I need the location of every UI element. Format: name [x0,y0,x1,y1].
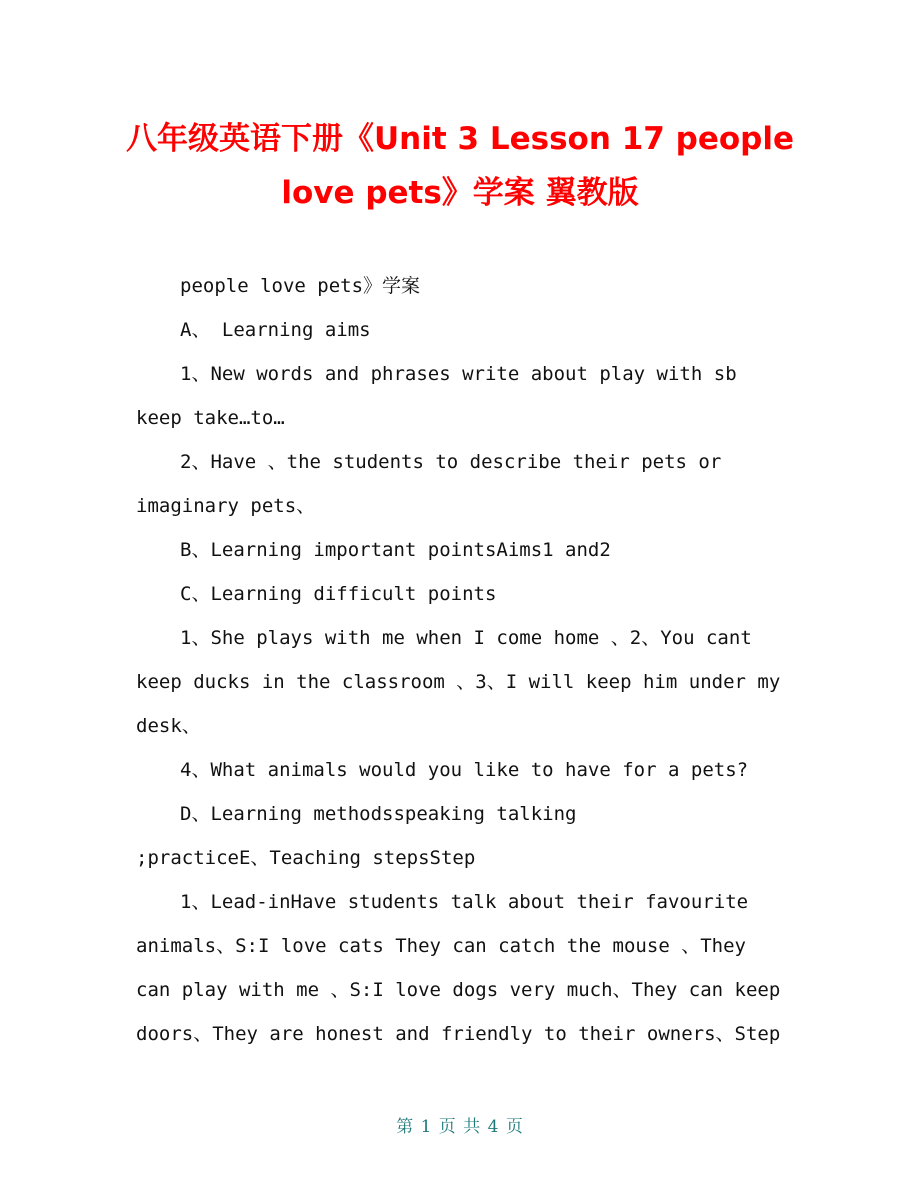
paragraph-line: C、Learning difficult points [180,583,497,605]
paragraph-line: 1、New words and phrases write about play with sb [180,363,737,385]
title-line-2: love pets》学案 翼教版 [281,175,639,211]
title-line-1: 八年级英语下册《Unit 3 Lesson 17 people [126,121,794,157]
paragraph-line: keep take…to… [136,407,285,429]
paragraph-line: 1、Lead-inHave students talk about their favourite [180,891,749,913]
paragraph-line: doors、They are honest and friendly to their owners、Step [136,1023,781,1045]
document-body [136,264,786,1056]
paragraph-line: can play with me 、S:I love dogs very much、They can keep [136,979,781,1001]
paragraph-line: 1、She plays with me when I come home 、2、You cant [180,627,752,649]
paragraph-line: imaginary pets、 [136,495,316,517]
paragraph-line: 4、What animals would you like to have for a pets? [180,759,749,781]
page-number-label: 第 1 页 共 4 页 [396,1117,524,1137]
paragraph-line: A、 Learning aims [180,319,371,341]
page-footer [0,1112,920,1137]
paragraph-line: 2、Have 、the students to describe their pets or [180,451,722,473]
paragraph-line: D、Learning methodsspeaking talking [180,803,577,825]
paragraph-line: desk、 [136,715,201,737]
paragraph-line: animals、S:I love cats They can catch the mouse 、They [136,935,746,957]
paragraph-line: B、Learning important pointsAims1 and2 [180,539,611,561]
paragraph-line: ;practiceE、Teaching stepsStep [136,847,476,869]
paragraph-line: keep ducks in the classroom 、3、I will keep him under my [136,671,781,693]
document-title [100,112,820,220]
paragraph-line: people love pets》学案 [180,275,421,297]
